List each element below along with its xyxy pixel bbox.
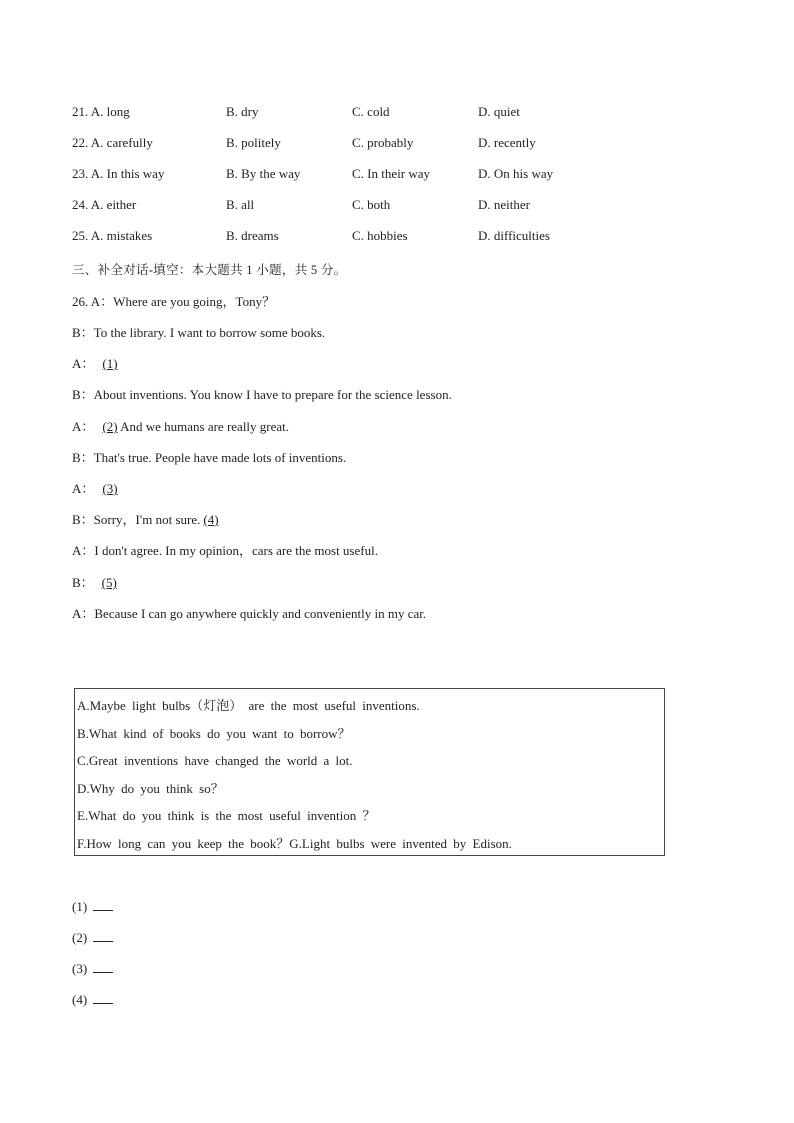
answer-blank[interactable] <box>93 992 113 1004</box>
dialogue-line: A：Because I can go anywhere quickly and conveniently in my car. <box>72 606 427 621</box>
speaker-label: A： <box>72 481 95 496</box>
answer-label: (3) <box>72 961 88 976</box>
question-row-23 <box>72 166 632 184</box>
question-row-21 <box>72 104 632 122</box>
dialogue-text: B：Sorry，I'm not sure. <box>72 512 201 527</box>
answer-blank[interactable] <box>93 961 113 973</box>
answer-label: (4) <box>72 992 88 1007</box>
dialogue-line <box>72 416 289 435</box>
dialogue-line: A：I don't agree. In my opinion，cars are the most useful. <box>72 543 378 558</box>
choice-b: B. politely <box>226 135 281 150</box>
dialogue-line <box>72 353 118 372</box>
dialogue-line: B：About inventions. You know I have to prepare for the science lesson. <box>72 387 452 402</box>
answer-label: (1) <box>72 899 88 914</box>
choice-b: B. all <box>226 197 255 212</box>
blank-marker-1: (1) <box>102 356 118 371</box>
choice-a: 21. A. long <box>72 104 130 119</box>
blank-marker-4: (4) <box>203 512 219 527</box>
option-b: B.What kind of books do you want to borrow？ <box>77 725 351 741</box>
speaker-label: A： <box>72 356 95 371</box>
choice-d: D. recently <box>478 135 536 150</box>
dialogue-line <box>72 509 219 528</box>
answer-line-3 <box>72 961 113 977</box>
blank-marker-2: (2) <box>102 419 118 434</box>
options-box <box>74 688 665 856</box>
answer-line-4 <box>72 992 113 1008</box>
choice-b: B. dry <box>226 104 259 119</box>
option-c: C.Great inventions have changed the world a lot. <box>77 753 353 769</box>
choice-a: 23. A. In this way <box>72 166 165 181</box>
answer-line-1 <box>72 899 113 915</box>
choice-a: 22. A. carefully <box>72 135 153 150</box>
answer-blank[interactable] <box>93 930 113 942</box>
choice-c: C. In their way <box>352 166 430 181</box>
choice-a: 24. A. either <box>72 197 137 212</box>
choice-b: B. By the way <box>226 166 301 181</box>
question-row-24 <box>72 197 632 215</box>
speaker-label: B： <box>72 575 94 590</box>
option-d: D.Why do you think so？ <box>77 780 224 796</box>
answer-label: (2) <box>72 930 88 945</box>
choice-d: D. On his way <box>478 166 554 181</box>
choice-c: C. hobbies <box>352 228 408 243</box>
dialogue-text: And we humans are really great. <box>117 419 290 434</box>
answer-blank[interactable] <box>93 899 113 911</box>
option-f-g: F.How long can you keep the book？G.Light bulbs were invented by Edison. <box>77 835 512 851</box>
speaker-label: A： <box>72 419 95 434</box>
dialogue-line <box>72 478 118 497</box>
section-heading: 三、补全对话-填空：本大题共 1 小题，共 5 分。 <box>72 263 347 277</box>
choice-d: D. difficulties <box>478 228 550 243</box>
answer-line-2 <box>72 930 113 946</box>
option-a: A.Maybe light bulbs（灯泡） are the most useful inventions. <box>77 698 420 713</box>
dialogue-line: 26. A：Where are you going，Tony？ <box>72 294 276 309</box>
choice-d: D. quiet <box>478 104 520 119</box>
choice-c: C. both <box>352 197 391 212</box>
blank-marker-3: (3) <box>102 481 118 496</box>
choice-c: C. cold <box>352 104 390 119</box>
dialogue-line: B：That's true. People have made lots of inventions. <box>72 450 347 465</box>
option-e: E.What do you think is the most useful invention ？ <box>77 808 376 824</box>
choice-b: B. dreams <box>226 228 279 243</box>
blank-marker-5: (5) <box>101 575 117 590</box>
dialogue-line <box>72 572 117 591</box>
choice-a: 25. A. mistakes <box>72 228 153 243</box>
question-row-22 <box>72 135 632 153</box>
choice-d: D. neither <box>478 197 530 212</box>
choice-c: C. probably <box>352 135 414 150</box>
dialogue-line: B：To the library. I want to borrow some books. <box>72 325 326 340</box>
question-row-25 <box>72 228 632 246</box>
